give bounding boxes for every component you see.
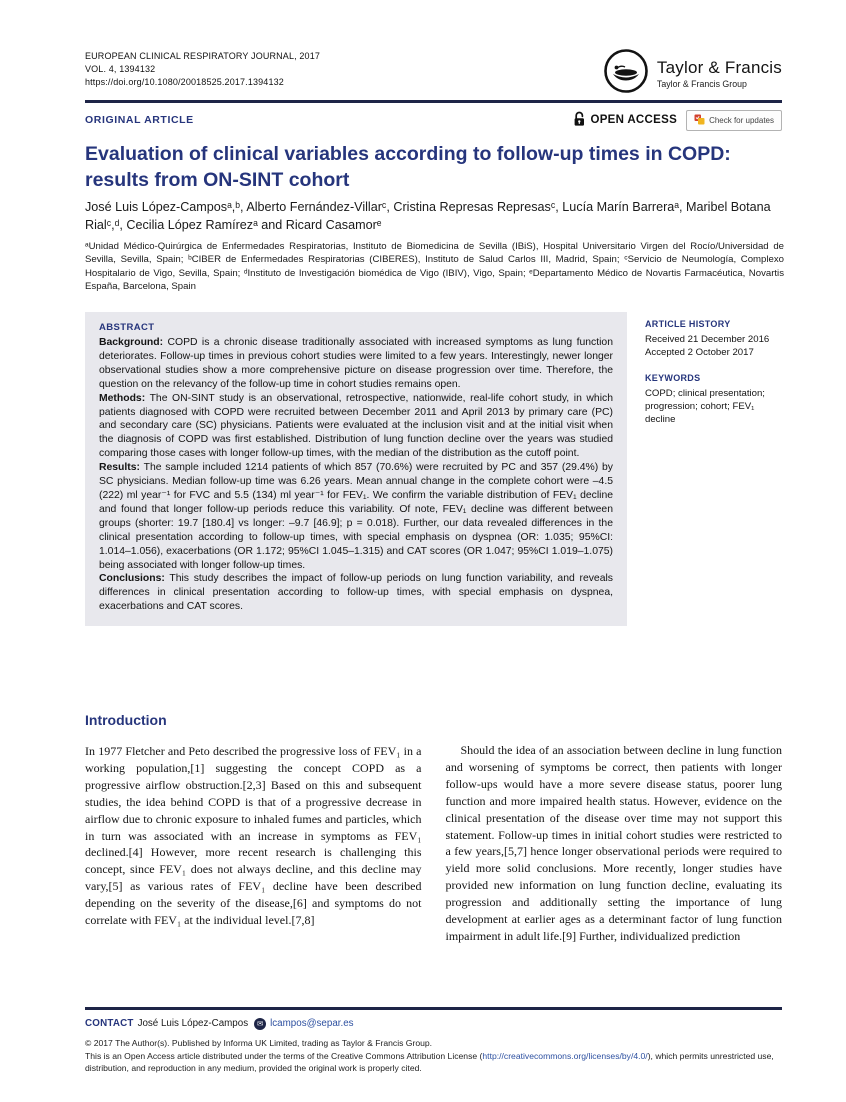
contact-label: CONTACT [85, 1018, 134, 1030]
abstract-results-label: Results: [99, 462, 140, 474]
doi-link[interactable]: https://doi.org/10.1080/20018525.2017.1394132 [85, 77, 284, 87]
journal-name: EUROPEAN CLINICAL RESPIRATORY JOURNAL, 2017 [85, 51, 321, 61]
journal-volume: VOL. 4, 1394132 [85, 64, 156, 74]
journal-info [85, 50, 320, 89]
license-url-link[interactable]: http://creativecommons.org/licenses/by/4.0/ [482, 1051, 648, 1061]
right-column [446, 712, 783, 945]
abstract-conclusions [99, 572, 613, 614]
publisher-name: Taylor & Francis [656, 58, 782, 77]
author-list: José Luis López-Camposᵃ,ᵇ, Alberto Fernández-Villarᶜ, Cristina Represas Represasᶜ, Lucía Marín Barreraᵃ, Maribel Botana Rialᶜ,ᵈ, Cecilia López Ramírezᵃ and Ricard Casamorᵉ [85, 200, 771, 232]
license-text [85, 1050, 782, 1075]
crossmark-icon [694, 114, 705, 127]
introduction-paragraph-2: Should the idea of an association between decline in lung function and worsening of symptoms be correct, then patients with longer follow-ups would have a more severe disease status, poorer lung function and more impaired health status. However, evidence on the clinical presentation of the disease over time may not support this statement. Follow-up times in initial cohort studies were restricted to a few years,[5,7] hence longer observational periods were required to yield more solid conclusions. More recently, longer studies have provided new information on lung function decline, evaluating its progression and additionally setting the importance of lung development at earlier ages as a determinant factor of lung function impairment in adult life.[9] Further, individualized prediction [445, 743, 782, 943]
affiliations: ᵃUnidad Médico-Quirúrgica de Enfermedades Respiratorias, Instituto de Biomedicina de Sevilla (IBiS), Hospital Universitario Virgen del Rocío/Universidad de Sevilla, Sevilla, Spain; ᵇCIBER de Enfermedades Respiratorias (CIBERES), Instituto de Salud Carlos III, Madrid, Spain; ᶜServicio de Neumología, Complexo Hospitalario de Vigo, Sevilla, Spain; ᵈInstituto de Investigación biomédica de Vigo (IBIV), Vigo, Spain; ᵉDepartamento Médico de Novartis Farmacéutica, Novartis España, Barcelona, Spain [85, 241, 784, 293]
abstract-heading: ABSTRACT [99, 322, 155, 333]
article-title: Evaluation of clinical variables according to follow-up times in COPD: results from ON-SINT cohort [85, 143, 731, 191]
keywords-heading: KEYWORDS [645, 373, 701, 383]
meta-bar [85, 109, 782, 131]
abstract-results [99, 461, 613, 572]
taylor-francis-lamp-icon [603, 48, 649, 99]
abstract-box [85, 312, 627, 626]
accepted-date: Accepted 2 October 2017 [645, 347, 754, 358]
abstract-methods-text: The ON-SINT study is an observational, retrospective, nationwide, real-life cohort study, in which patients diagnosed with COPD were recruited between December 2011 and April 2013 by primary care (PC) and secondary care (SC) physicians. Patients were evaluated at the inclusion visit and at the initial visit when the diagnosis of COPD was first established. Distribution of lung function decline over the years was studied comparing those cases with longer follow-up times, with the median of the distribution as the cutoff point. [99, 392, 613, 460]
meta-right-group [573, 110, 782, 131]
left-column [85, 712, 422, 945]
abstract-background-text: COPD is a chronic disease traditionally associated with increased symptoms as lung function deteriorates. Follow-up times in previous cohort studies were limited to a few years. Interestingly, newer longer observational studies show a more comprehensive picture on disease progression over time. Therefore, the question on the relevancy of the follow-up time in cohort studies remains open. [99, 337, 613, 390]
abstract-conclusions-label: Conclusions: [99, 573, 165, 585]
footer-divider [85, 1007, 782, 1010]
check-for-updates-label: Check for updates [709, 115, 774, 125]
abstract-section [85, 312, 782, 626]
open-lock-icon [573, 111, 586, 130]
received-date: Received 21 December 2016 [645, 334, 770, 345]
introduction-heading: Introduction [85, 712, 167, 728]
abstract-results-text: The sample included 1214 patients of which 857 (70.6%) were recruited by PC and 357 (29.4%) by SC physicians. Median follow-up time was 6.26 years. Mean annual change in the complete cohort were –4.5 (222) ml year⁻¹ for FVC and 5.5 (134) ml year⁻¹ for FEV₁. We confirm the variable distribution of FEV₁ decline and found that longer follow-up periods reduce this variability. Of note, FEV₁ decline was different between groups (shorter: 19.7 [180.4] vs longer: –9.7 [46.9]; p = 0.018). Further, our data revealed differences in the clinical presentation according to follow-up times, with special emphasis on dyspnea (OR: 1.035; 95%CI: 1.014–1.056), exacerbations (OR 1.172; 95%CI 1.045–1.315) and CAT scores (OR 1.047; 95%CI 1.019–1.075) being associated with longer follow-up times. [99, 462, 613, 571]
envelope-icon: ✉ [254, 1018, 266, 1030]
contact-line [85, 1018, 782, 1030]
abstract-methods-label: Methods: [99, 392, 146, 404]
license-text-post: ), which permits unrestricted use, distribution, and reproduction in any medium, provided the original work is properly cited. [85, 1051, 774, 1074]
page-header [85, 50, 782, 99]
abstract-methods [99, 392, 613, 462]
keywords-list: COPD; clinical presentation; progression; cohort; FEV₁ decline [645, 388, 765, 425]
publisher-text [657, 58, 782, 89]
header-divider [85, 100, 782, 103]
check-for-updates-button[interactable] [686, 110, 782, 131]
open-access-badge [573, 111, 677, 130]
article-type-label: ORIGINAL ARTICLE [85, 114, 194, 126]
open-access-label: OPEN ACCESS [590, 114, 678, 126]
contact-name: José Luis López-Campos [137, 1018, 249, 1030]
abstract-background [99, 336, 613, 392]
introduction-paragraph-1: In 1977 Fletcher and Peto described the progressive loss of FEV₁ in a working population,[1] suggesting the concept COPD as a progressive airflow obstruction.[2,3] Based on this and subsequent studies, the idea behind COPD is that of a progressive decrease in airflow due to chronic exposure to inhaled fumes and particles, which in turn was associated with an increase in symptoms as FEV₁ declined.[4] However, more recent research is challenging this concept, since FEV₁ does not always decline, and this decline may vary,[5] as various rates of FEV₁ decline have been described depending on the severity of the disease,[6] and symptoms do not correlate with FEV₁ at the individual level.[7,8] [85, 744, 422, 928]
abstract-conclusions-text: This study describes the impact of follow-up periods on lung function variability, and reveals differences in clinical presentation according to follow-up times, with special emphasis on dyspnea, exacerbations and CAT scores. [99, 573, 613, 613]
page-footer [85, 1007, 782, 1075]
contact-email-link[interactable]: lcampos@separ.es [270, 1018, 354, 1030]
copyright-text: © 2017 The Author(s). Published by Informa UK Limited, trading as Taylor & Francis Group. [85, 1037, 433, 1048]
abstract-background-label: Background: [99, 337, 164, 348]
article-body [85, 712, 782, 945]
publisher-logo [603, 48, 782, 99]
publisher-group: Taylor & Francis Group [656, 79, 747, 89]
article-history-heading: ARTICLE HISTORY [645, 319, 731, 329]
article-info-sidebar [645, 312, 782, 426]
license-text-pre: This is an Open Access article distributed under the terms of the Creative Commons Attribution License ( [85, 1051, 483, 1061]
